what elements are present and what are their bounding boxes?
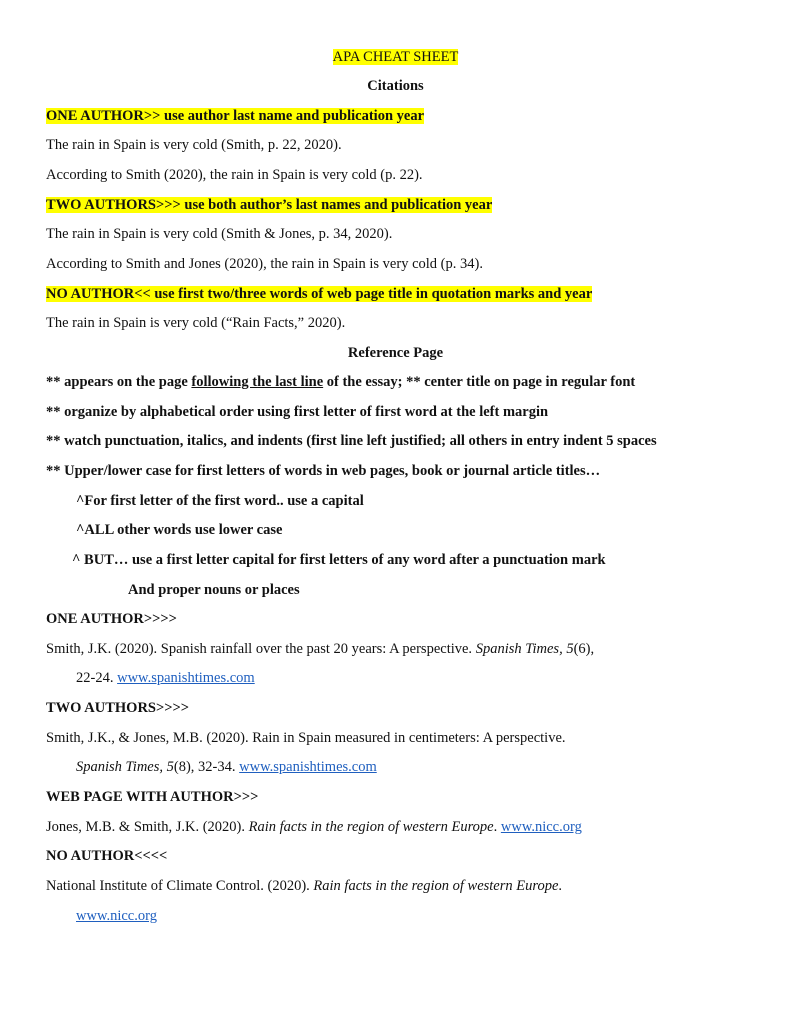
ref-one-l1-pre: Smith, J.K. (2020). Spanish rainfall over the past 20 years: A perspective. <box>46 641 476 657</box>
ref-web-line-1 <box>46 817 582 837</box>
ref-none-heading: NO AUTHOR<<<< <box>46 848 168 864</box>
no-author-heading: NO AUTHOR<< use first two/three words of web page title in quotation marks and year <box>46 286 593 302</box>
doc-title-line <box>0 47 791 67</box>
rule-1-pre: ** appears on the page <box>46 374 192 390</box>
subrule-3b: And proper nouns or places <box>128 582 300 598</box>
rule-1 <box>46 372 635 392</box>
subrule-1: ^For first letter of the first word.. use a capital <box>76 493 364 509</box>
ref-web-l1-italic: Rain facts in the region of western Europe <box>248 819 494 835</box>
ref-none-line-1 <box>46 876 562 896</box>
two-authors-heading: TWO AUTHORS>>> use both author’s last names and publication year <box>46 197 493 213</box>
citations-heading: Citations <box>367 78 424 94</box>
no-author-example-1: The rain in Spain is very cold (“Rain Facts,” 2020). <box>46 315 346 331</box>
ref-none-link[interactable]: www.nicc.org <box>76 908 157 924</box>
rule-1-underlined: following the last line <box>191 374 324 390</box>
ref-one-link[interactable]: www.spanishtimes.com <box>117 670 255 686</box>
ref-web-l1-post: . <box>493 819 501 835</box>
ref-one-l1-post: (6), <box>573 641 595 657</box>
one-author-heading-line <box>46 106 424 126</box>
no-author-heading-line <box>46 284 592 304</box>
one-author-heading: ONE AUTHOR>> use author last name and publication year <box>46 108 424 124</box>
rule-1-post: of the essay; ** center title on page in regular font <box>323 374 636 390</box>
two-authors-example-1: The rain in Spain is very cold (Smith & Jones, p. 34, 2020). <box>46 226 393 242</box>
ref-web-link[interactable]: www.nicc.org <box>500 819 582 835</box>
subrule-3: ^ BUT… use a first letter capital for first letters of any word after a punctuation mark <box>72 552 606 568</box>
ref-one-l1-italic: Spanish Times, 5 <box>475 641 574 657</box>
ref-two-line-2 <box>76 757 377 777</box>
ref-none-l1-pre: National Institute of Climate Control. (2020). <box>46 878 314 894</box>
ref-one-l2-pre: 22-24. <box>76 670 118 686</box>
ref-none-l1-post: . <box>558 878 563 894</box>
two-authors-example-2: According to Smith and Jones (2020), the rain in Spain is very cold (p. 34). <box>46 256 483 272</box>
ref-one-line-2 <box>76 668 255 688</box>
ref-one-line-1 <box>46 639 594 659</box>
ref-two-l2-post: (8), 32-34. <box>173 759 240 775</box>
doc-title: APA CHEAT SHEET <box>332 49 459 65</box>
ref-none-line-2 <box>76 906 157 926</box>
reference-page-heading: Reference Page <box>347 345 444 361</box>
rule-4: ** Upper/lower case for first letters of words in web pages, book or journal article titles… <box>46 463 601 479</box>
ref-one-heading: ONE AUTHOR>>>> <box>46 611 177 627</box>
two-authors-heading-line <box>46 195 492 215</box>
ref-two-link[interactable]: www.spanishtimes.com <box>239 759 377 775</box>
one-author-example-1: The rain in Spain is very cold (Smith, p. 22, 2020). <box>46 137 342 153</box>
ref-web-l1-pre: Jones, M.B. & Smith, J.K. (2020). <box>46 819 249 835</box>
ref-none-l1-italic: Rain facts in the region of western Europe <box>313 878 559 894</box>
ref-two-heading: TWO AUTHORS>>>> <box>46 700 190 716</box>
rule-2: ** organize by alphabetical order using first letter of first word at the left margin <box>46 404 549 420</box>
ref-two-l2-italic: Spanish Times, 5 <box>76 759 174 775</box>
subrule-2: ^ALL other words use lower case <box>76 522 283 538</box>
one-author-example-2: According to Smith (2020), the rain in Spain is very cold (p. 22). <box>46 167 423 183</box>
ref-web-heading: WEB PAGE WITH AUTHOR>>> <box>46 789 259 805</box>
ref-two-line-1: Smith, J.K., & Jones, M.B. (2020). Rain in Spain measured in centimeters: A perspective. <box>46 730 566 746</box>
rule-3: ** watch punctuation, italics, and indents (first line left justified; all others in entry indent 5 spaces <box>46 433 657 449</box>
